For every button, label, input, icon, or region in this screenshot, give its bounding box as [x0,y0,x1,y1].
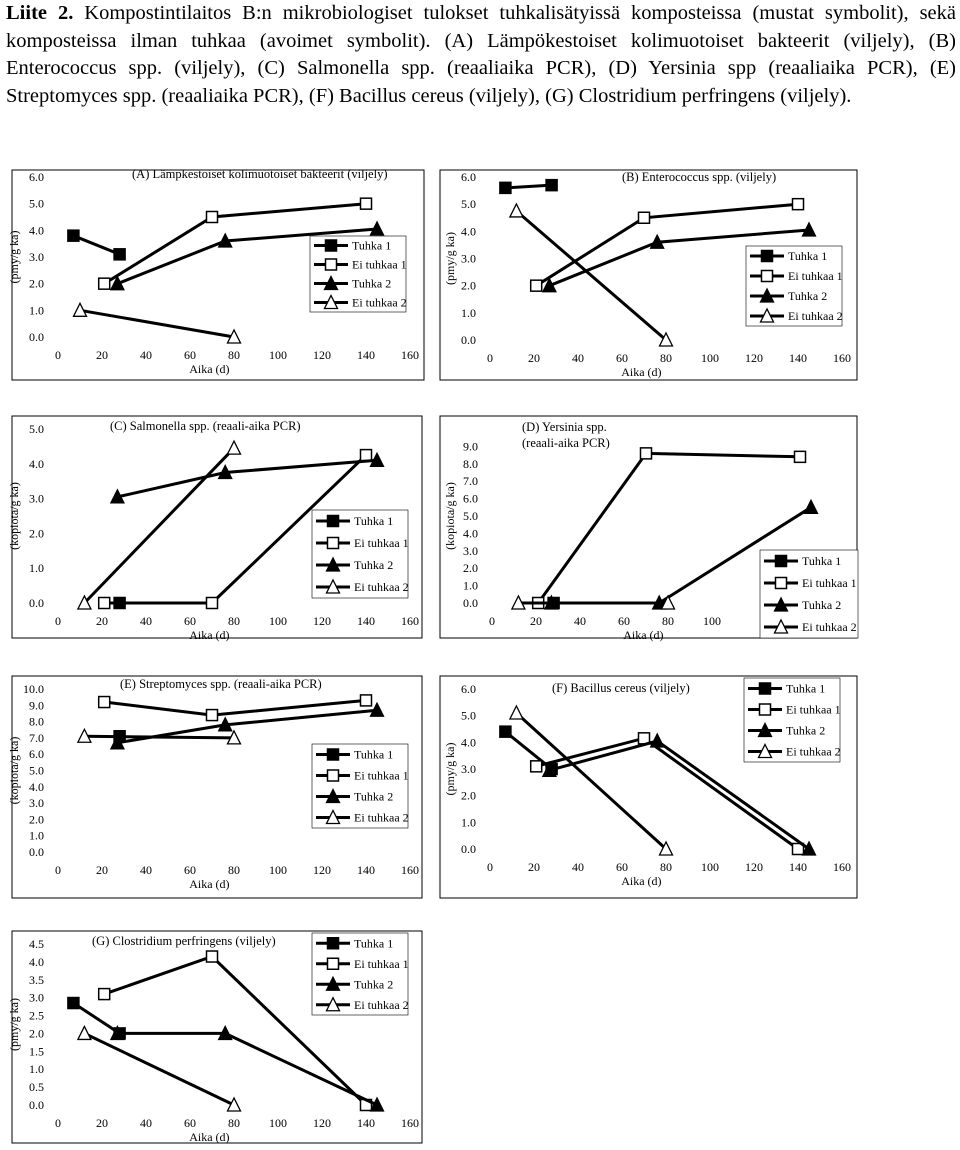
chart-d-legend [760,550,858,638]
chart-c-legend-label: Ei tuhkaa 1 [354,536,409,550]
chart-e-xtick-label: 0 [55,863,61,877]
chart-e-xtick-label: 80 [228,863,240,877]
chart-e-ylabel: (kopiota/g ka) [7,736,21,805]
chart-d-xtick-label: 60 [618,614,630,628]
chart-a-legend [310,236,407,312]
chart-a-ytick-label: 6.0 [29,170,44,184]
chart-b-point-tuhka-1 [500,182,511,193]
chart-e-legend-marker [328,749,339,760]
chart-c-xtick-label: 60 [184,614,196,628]
chart-e-xlabel: Aika (d) [189,877,230,891]
chart-g-xtick-label: 40 [140,1116,152,1130]
chart-f-xtick-label: 20 [528,860,540,874]
chart-a-xtick-label: 60 [184,348,196,362]
chart-e-legend-marker [328,770,339,781]
chart-b-xtick-label: 80 [660,351,672,365]
chart-c-xtick-label: 160 [401,614,419,628]
chart-g-point-ei-tuhkaa-1 [99,989,110,1000]
chart-f-title: (F) Bacillus cereus (viljely) [552,681,690,695]
chart-e-title: (E) Streptomyces spp. (reaali-aika PCR) [120,677,322,691]
chart-c-legend-marker [328,538,339,549]
chart-a-legend-marker [326,259,337,270]
caption-text: Kompostintilaitos B:n mikrobiologiset tulokset tuhkalisätyissä komposteissa (mustat symbolit), sekä komposteissa ilman tuhkaa (avoimet symbolit). (A) Lämpökestoiset kolimuotoiset bakteerit (viljely), (B) Enterococcus spp. (viljely), (C) Salmonella spp. (reaaliaika PCR), (D) Yersinia spp (reaaliaika PCR), (E) Streptomyces spp. (reaaliaika PCR), (F) Bacillus cereus (viljely), (G) Clostridium perfringens (viljely). [6,2,956,107]
chart-e-point-ei-tuhkaa-1 [207,710,218,721]
chart-b-xtick-label: 20 [528,351,540,365]
chart-d-ytick-label: 4.0 [463,526,478,541]
chart-b-point-ei-tuhkaa-1 [793,199,804,210]
chart-a-ytick-label: 2.0 [29,276,44,291]
chart-a-xtick-label: 140 [357,348,375,362]
chart-g-xtick-label: 20 [96,1116,108,1130]
chart-b-xtick-label: 40 [572,351,584,365]
chart-d-title: (D) Yersinia spp. [522,420,607,434]
chart-c-legend [312,510,409,598]
chart-e-xtick-label: 40 [140,863,152,877]
chart-f-point-tuhka-1 [500,726,511,737]
chart-c-point-ei-tuhkaa-1 [361,450,372,461]
chart-d-xlabel: Aika (d) [623,628,664,642]
chart-a-xtick-label: 20 [96,348,108,362]
chart-a-xtick-label: 160 [401,348,419,362]
chart-f-xtick-label: 100 [701,860,719,874]
chart-c-title: (C) Salmonella spp. (reaali-aika PCR) [110,419,301,433]
chart-d-subtitle: (reaali-aika PCR) [522,436,610,450]
chart-a-ylabel: (pmy/g ka) [7,230,21,284]
chart-g-legend-label: Tuhka 1 [354,936,394,951]
chart-e-ytick-label: 9.0 [29,698,44,713]
chart-a-ytick-label: 1.0 [29,303,44,318]
chart-e-ytick-label: 8.0 [29,714,44,729]
chart-a-title: (A) Lämpkestoiset kolimuotoiset bakteerit (viljely) [132,167,388,181]
chart-a-xlabel: Aika (d) [189,362,230,376]
chart-g-ytick-label: 4.0 [29,954,44,969]
chart-a-point-ei-tuhkaa-1 [207,212,218,223]
chart-f-legend-label: Ei tuhkaa 1 [786,702,841,717]
chart-a-ytick-label: 4.0 [29,223,44,238]
chart-g-legend [312,933,409,1015]
chart-g-legend-marker [328,958,339,969]
chart-g-ylabel: (pmy/g ka) [7,998,21,1051]
chart-g-point-ei-tuhkaa-1 [207,951,218,962]
chart-e-xtick-label: 160 [401,863,419,877]
chart-c-legend-label: Tuhka 1 [354,514,394,528]
chart-f-xtick-label: 40 [572,860,584,874]
chart-e-line-ei-tuhkaa-2 [84,736,234,738]
chart-e-ytick-label: 3.0 [29,796,44,811]
chart-b-point-tuhka-1 [546,180,557,191]
chart-b-point-ei-tuhkaa-1 [531,280,542,291]
chart-d-point-ei-tuhkaa-1 [641,448,652,459]
chart-c-ytick-label: 2.0 [29,526,44,541]
chart-c-ylabel: (kopiota/g ka) [7,482,21,550]
chart-f-legend [744,678,841,762]
chart-a-xtick-label: 0 [55,348,61,362]
chart-c-xtick-label: 0 [55,614,61,628]
caption-label: Liite 2. [6,2,74,24]
chart-c-ytick-label: 0.0 [29,596,44,610]
chart-g-xtick-label: 140 [357,1116,375,1130]
chart-f-ytick-label: 0.0 [461,842,476,856]
chart-g-xtick-label: 160 [401,1116,419,1130]
chart-a-point-ei-tuhkaa-1 [361,198,372,209]
chart-d-legend-label: Ei tuhkaa 2 [802,620,857,634]
chart-g-title: (G) Clostridium perfringens (viljely) [92,934,276,948]
chart-e-legend-label: Tuhka 2 [354,789,394,804]
chart-e-xtick-label: 120 [313,863,331,877]
chart-f-ytick-label: 3.0 [461,762,476,776]
chart-d-ytick-label: 1.0 [463,578,478,593]
chart-f-ytick-label: 5.0 [461,708,476,723]
chart-g-xtick-label: 100 [269,1116,287,1130]
chart-f-point-ei-tuhkaa-1 [531,761,542,772]
chart-d-legend-label: Ei tuhkaa 1 [802,576,857,590]
chart-e-point-ei-tuhkaa-1 [99,697,110,708]
chart-b [440,160,880,380]
chart-b-xtick-label: 100 [701,351,719,365]
chart-g-ytick-label: 4.5 [29,937,44,951]
chart-f-xtick-label: 140 [789,860,807,874]
chart-b-ytick-label: 6.0 [461,170,476,184]
chart-a-legend-label: Ei tuhkaa 2 [352,295,407,310]
chart-d-ytick-label: 5.0 [463,509,478,523]
chart-g-legend-label: Tuhka 2 [354,977,394,992]
chart-d-legend-marker [776,556,787,567]
chart-a-xtick-label: 80 [228,348,240,362]
chart-a-legend-marker [326,240,337,251]
chart-f-ytick-label: 1.0 [461,815,476,830]
chart-e-ytick-label: 1.0 [29,828,44,843]
chart-c-ytick-label: 1.0 [29,561,44,576]
chart-f-legend-label: Tuhka 2 [786,723,826,738]
chart-d-ytick-label: 8.0 [463,456,478,471]
chart-e-legend [312,744,409,828]
chart-g-xlabel: Aika (d) [189,1130,230,1144]
chart-d-ytick-label: 0.0 [463,596,478,610]
chart-d-legend-label: Tuhka 2 [802,598,842,612]
chart-d-ytick-label: 9.0 [463,439,478,454]
chart-a-point-tuhka-1 [68,230,79,241]
chart-b-ytick-label: 4.0 [461,224,476,239]
chart-f-legend-marker [760,683,771,694]
chart-g-ytick-label: 0.5 [29,1080,44,1095]
chart-f-legend-label: Ei tuhkaa 2 [786,744,841,759]
chart-d-legend-marker [776,578,787,589]
chart-d-xtick-label: 80 [662,614,674,628]
chart-b-xlabel: Aika (d) [621,365,662,379]
chart-c-legend-label: Ei tuhkaa 2 [354,580,409,594]
chart-f-xtick-label: 160 [833,860,851,874]
chart-g-xtick-label: 120 [313,1116,331,1130]
chart-c [0,410,440,640]
chart-g-ytick-label: 3.5 [29,972,44,987]
chart-e-ytick-label: 10.0 [23,682,44,696]
chart-g [0,925,440,1150]
chart-e-ytick-label: 5.0 [29,763,44,778]
chart-e-xtick-label: 60 [184,863,196,877]
chart-b-legend-label: Ei tuhkaa 1 [788,269,843,283]
chart-c-ytick-label: 4.0 [29,456,44,471]
chart-d-xtick-label: 100 [703,614,721,628]
chart-b-ytick-label: 0.0 [461,333,476,347]
chart-f-xtick-label: 60 [616,860,628,874]
chart-a-ytick-label: 0.0 [29,330,44,344]
chart-e-ytick-label: 2.0 [29,812,44,827]
chart-b-ytick-label: 3.0 [461,251,476,266]
chart-g-xtick-label: 60 [184,1116,196,1130]
chart-b-ytick-label: 2.0 [461,278,476,293]
chart-b-xtick-label: 120 [745,351,763,365]
chart-f-ytick-label: 4.0 [461,735,476,750]
chart-f-xtick-label: 80 [660,860,672,874]
chart-e-xtick-label: 100 [269,863,287,877]
chart-g-ytick-label: 3.0 [29,990,44,1005]
chart-a-point-tuhka-1 [114,249,125,260]
chart-e-ytick-label: 6.0 [29,747,44,762]
chart-e-ytick-label: 7.0 [29,730,44,745]
chart-e-point-ei-tuhkaa-1 [361,695,372,706]
chart-c-point-ei-tuhkaa-1 [207,598,218,609]
chart-a-xtick-label: 120 [313,348,331,362]
chart-b-xtick-label: 140 [789,351,807,365]
chart-a [0,160,440,380]
chart-c-xtick-label: 100 [269,614,287,628]
chart-g-ytick-label: 1.0 [29,1062,44,1077]
chart-c-legend-label: Tuhka 2 [354,558,394,572]
chart-f [440,670,880,900]
chart-c-xtick-label: 80 [228,614,240,628]
chart-d-xtick-label: 40 [574,614,586,628]
chart-a-ytick-label: 3.0 [29,250,44,264]
chart-d-ytick-label: 6.0 [463,491,478,506]
chart-f-xlabel: Aika (d) [621,874,662,888]
chart-a-xtick-label: 100 [269,348,287,362]
chart-f-ytick-label: 2.0 [461,788,476,803]
chart-c-xtick-label: 20 [96,614,108,628]
chart-b-legend [746,246,843,326]
chart-a-legend-label: Tuhka 1 [352,238,392,253]
chart-b-legend-marker [762,251,773,262]
chart-f-legend-marker [760,704,771,715]
chart-e-ytick-label: 0.0 [29,845,44,859]
chart-d-legend-label: Tuhka 1 [802,554,842,568]
chart-g-xtick-label: 80 [228,1116,240,1130]
chart-e-ytick-label: 4.0 [29,779,44,794]
chart-e-xtick-label: 140 [357,863,375,877]
chart-b-legend-label: Tuhka 2 [788,289,828,303]
chart-c-point-ei-tuhkaa-1 [99,598,110,609]
chart-c-xtick-label: 140 [357,614,375,628]
chart-f-ylabel: (pmy/g ka) [443,742,457,796]
chart-a-xtick-label: 40 [140,348,152,362]
chart-e-xtick-label: 20 [96,863,108,877]
chart-g-ytick-label: 0.0 [29,1098,44,1112]
chart-f-ytick-label: 6.0 [461,682,476,696]
chart-d-ylabel: (kopiota/g ka) [443,482,457,550]
chart-a-ytick-label: 5.0 [29,196,44,211]
chart-c-xtick-label: 40 [140,614,152,628]
chart-c-xlabel: Aika (d) [189,628,230,642]
chart-f-xtick-label: 120 [745,860,763,874]
chart-g-ytick-label: 1.5 [29,1044,44,1059]
chart-e-legend-label: Tuhka 1 [354,747,394,762]
chart-b-ylabel: (pmy/g ka) [443,232,457,285]
chart-d-ytick-label: 2.0 [463,561,478,576]
chart-d [440,410,880,640]
chart-c-ytick-label: 3.0 [29,491,44,506]
chart-g-ytick-label: 2.5 [29,1008,44,1023]
chart-b-legend-label: Ei tuhkaa 2 [788,309,843,323]
chart-d-xtick-label: 20 [530,614,542,628]
chart-b-ytick-label: 5.0 [461,197,476,212]
chart-b-legend-marker [762,271,773,282]
chart-b-xtick-label: 160 [833,351,851,365]
chart-c-legend-marker [328,516,339,527]
chart-g-legend-label: Ei tuhkaa 2 [354,997,409,1012]
chart-a-legend-label: Ei tuhkaa 1 [352,257,407,272]
chart-g-legend-label: Ei tuhkaa 1 [354,956,409,971]
chart-g-point-tuhka-1 [68,998,79,1009]
chart-a-point-ei-tuhkaa-1 [99,278,110,289]
chart-f-xtick-label: 0 [487,860,493,874]
chart-e [0,670,440,900]
chart-e-legend-label: Ei tuhkaa 2 [354,810,409,825]
chart-c-ytick-label: 5.0 [29,422,44,436]
chart-g-xtick-label: 0 [55,1116,61,1130]
chart-d-point-ei-tuhkaa-1 [795,451,806,462]
chart-b-xtick-label: 0 [487,351,493,365]
chart-d-ytick-label: 3.0 [463,543,478,558]
chart-e-legend-label: Ei tuhkaa 1 [354,768,409,783]
chart-b-ytick-label: 1.0 [461,305,476,320]
chart-b-legend-label: Tuhka 1 [788,249,828,263]
chart-a-legend-label: Tuhka 2 [352,276,392,291]
chart-b-point-ei-tuhkaa-1 [639,212,650,223]
chart-f-legend-label: Tuhka 1 [786,681,826,696]
chart-b-title: (B) Enterococcus spp. (viljely) [622,170,777,184]
chart-g-ytick-label: 2.0 [29,1026,44,1041]
chart-g-legend-marker [328,938,339,949]
chart-d-xtick-label: 0 [489,614,495,628]
chart-b-xtick-label: 60 [616,351,628,365]
chart-c-xtick-label: 120 [313,614,331,628]
chart-d-ytick-label: 7.0 [463,474,478,489]
figure-caption [6,0,956,110]
